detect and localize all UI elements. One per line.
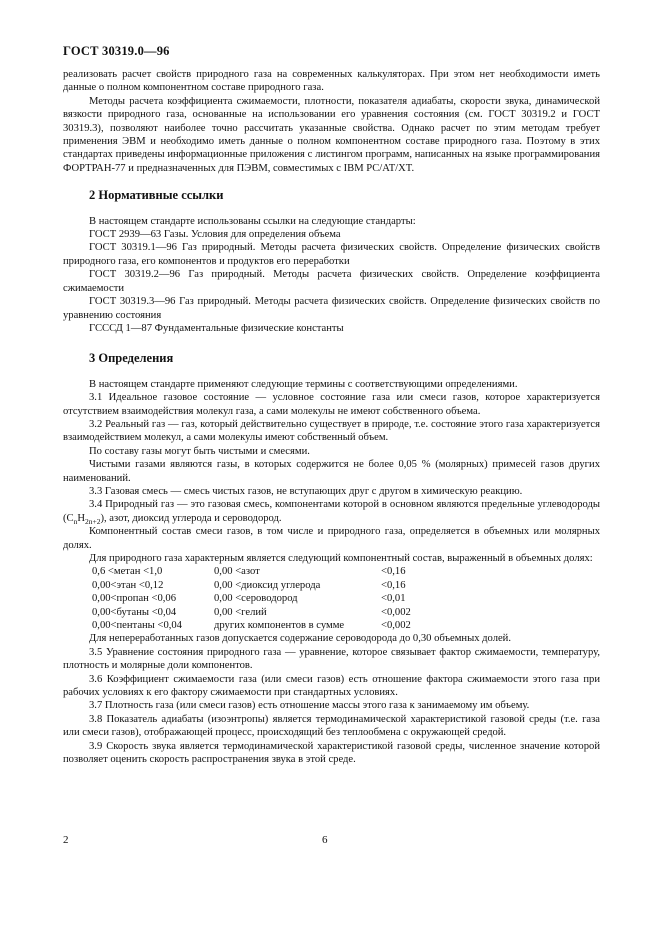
section-3-paragraph: 3.2 Реальный газ — газ, который действительно существует в природе, т.е. состояние этого газа характеризуется взаимодействием молекул, а сами молекулы имеют собственный объем. <box>63 418 600 444</box>
section-3-paragraph: Для природного газа характерным является следующий компонентный состав, выраженный в объемных долях: <box>89 553 593 564</box>
section-3-paragraph: Для непереработанных газов допускается содержание сероводорода до 0,30 объемных долей. <box>89 633 512 645</box>
section-2-reference: ГОСТ 30319.2—96 Газ природный. Методы расчета физических свойств. Определение коэффициента сжимаемости <box>63 269 600 294</box>
section-2-heading: 2 Нормативные ссылки <box>89 188 224 203</box>
section-3-paragraph: 3.7 Плотность газа (или смеси газов) есть отношение массы этого газа к занимаемому им объему. <box>89 700 530 712</box>
p34-subscript-2n2: 2n+2 <box>85 516 101 526</box>
section-3-paragraph: 3.5 Уравнение состояния природного газа — уравнение, которое связывает фактор сжимаемости, температуру, плотность и молярные доли компонентов. <box>63 646 600 672</box>
section-3-paragraph: Компонентный состав смеси газов, в том числе и природного газа, определяется в объемных или молярных долях. <box>63 526 600 551</box>
p34-subscript-n: n <box>73 516 78 526</box>
section-3-paragraph: 3.3 Газовая смесь — смесь чистых газов, не вступающих друг с другом в химическую реакцию. <box>89 485 523 497</box>
table-cell: 0,00 <азот <box>214 566 260 578</box>
table-cell: <0,01 <box>381 593 406 605</box>
section-3-paragraph: 3.6 Коэффициент сжимаемости газа (или смеси газов) есть отношение фактора сжимаемости этого газа при рабочих условиях к его фактору сжимаемости при стандартных условиях. <box>63 673 600 699</box>
table-row <box>92 565 411 578</box>
section-3-heading: 3 Определения <box>89 351 174 366</box>
document-header: ГОСТ 30319.0—96 <box>63 44 170 58</box>
section-3-paragraph-natural-gas <box>63 498 600 525</box>
section-3-paragraph: 3.1 Идеальное газовое состояние — условное состояние газа или смеси газов, которое характеризуется отсутствием взаимодействия молекул газа, а сами молекулы не имеют собственного объема. <box>63 392 600 417</box>
table-cell: 0,00<пентаны <0,04 <box>92 620 182 632</box>
table-row <box>92 592 411 605</box>
section-3-paragraph: 3.9 Скорость звука является термодинамической характеристикой газовой среды, численное значение которой позволяет оценить скорость распространения звука в этой среде. <box>63 740 600 766</box>
composition-table <box>92 565 411 632</box>
page-number-center: 6 <box>322 834 328 846</box>
section-3-paragraph: 3.8 Показатель адиабаты (изоэнтропы) является термодинамической характеристикой газовой среды (т.е. газа или смеси газов), отображающей процесс, происходящий без теплообмена с окружающей средой. <box>63 713 600 739</box>
intro-paragraph-2: Методы расчета коэффициента сжимаемости, плотности, показателя адиабаты, скорости звука, динамической вязкости природного газа, основанные на использовании его уравнения состояния (см. ГОСТ 30319.2 и ГОСТ 30319.3), позволяют наиболее точно рассчитать указанные свойства. Однако расчет по этим методам требует применения ЭВМ и необходимо иметь данные о полном компонентном составе природного газа. Поэтому в этих стандартах приведены информационные приложения с листингом программ, написанных на языке программирования ФОРТРАН-77 и предназначенных для ПЭВМ, совместимых с IBM PC/AT/XT. <box>63 95 600 174</box>
table-cell: 0,00 <сероводород <box>214 593 298 605</box>
table-row <box>92 606 411 619</box>
page-number-left: 2 <box>63 834 69 846</box>
p34-text-after: ), азот, диоксид углерода и сероводород. <box>100 512 282 524</box>
table-cell: 0,00<пропан <0,06 <box>92 593 176 605</box>
table-cell: 0,00<бутаны <0,04 <box>92 606 177 618</box>
section-2-reference: ГОСТ 30319.1—96 Газ природный. Методы расчета физических свойств. Определение физических свойств природного газа, его компонентов и продуктов его переработки <box>63 242 600 267</box>
table-cell: 0,00<этан <0,12 <box>92 579 164 591</box>
table-cell: <0,16 <box>381 579 406 591</box>
section-3-paragraph: В настоящем стандарте применяют следующие термины с соответствующими определениями. <box>89 378 518 390</box>
table-cell: <0,002 <box>381 620 411 632</box>
table-row <box>92 579 411 592</box>
section-3-paragraph: Чистыми газами являются газы, в которых содержится не более 0,05 % (молярных) примесей газов других наименований. <box>63 459 600 484</box>
p34-text-h: H <box>77 512 85 524</box>
table-cell: <0,16 <box>381 566 406 578</box>
table-cell: 0,00 <диоксид углерода <box>214 579 321 591</box>
table-row <box>92 619 411 632</box>
table-cell: 0,6 <метан <1,0 <box>92 566 163 578</box>
p34-text-before: 3.4 Природный газ — это газовая смесь, компонентами которой в основном являются предельные углеводороды (C <box>63 499 600 524</box>
intro-paragraph-1: реализовать расчет свойств природного газа на современных калькуляторах. При этом нет необходимости иметь данные о полном компонентном составе природного газа. <box>63 69 600 94</box>
section-3-paragraph: По составу газы могут быть чистыми и смесями. <box>89 445 310 457</box>
table-cell: 0,00 <гелий <box>214 606 267 618</box>
document-body <box>63 68 600 767</box>
section-2-reference: ГОСТ 2939—63 Газы. Условия для определения объема <box>89 229 341 241</box>
section-2-paragraph: В настоящем стандарте использованы ссылки на следующие стандарты: <box>89 215 416 227</box>
table-cell: <0,002 <box>381 606 411 618</box>
section-2-reference: ГСССД 1—87 Фундаментальные физические константы <box>89 322 344 334</box>
table-cell: других компонентов в сумме <box>214 620 345 632</box>
section-2-reference: ГОСТ 30319.3—96 Газ природный. Методы расчета физических свойств. Определение физических свойств по уравнению состояния <box>63 296 600 321</box>
